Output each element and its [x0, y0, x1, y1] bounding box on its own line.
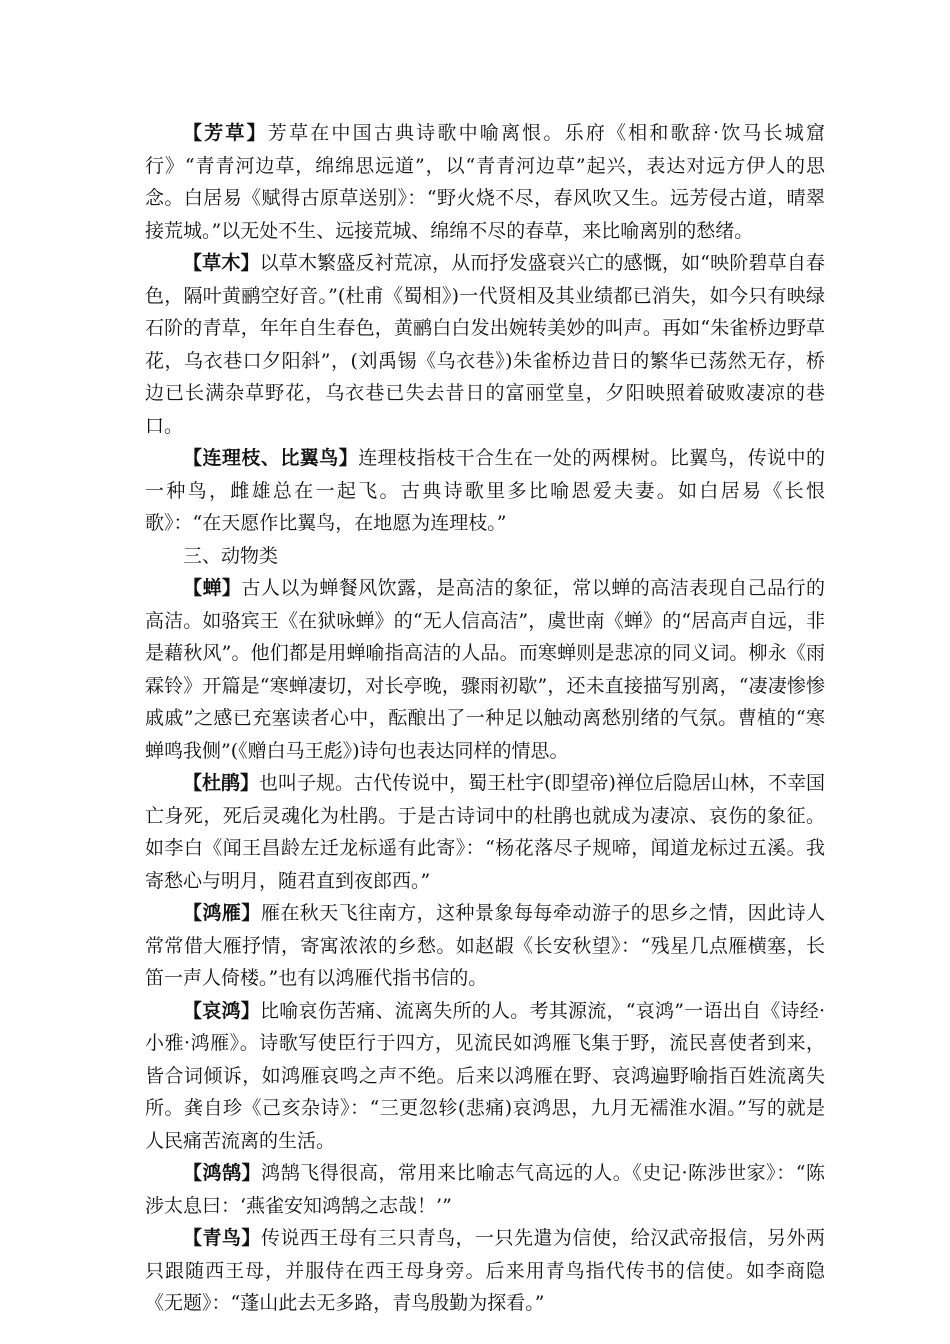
term-label: 【哀鸿】 [183, 999, 261, 1022]
term-label: 【连理枝、比翼鸟】 [183, 447, 359, 469]
term-label: 【芳草】 [183, 122, 268, 144]
term-label: 【青鸟】 [183, 1227, 261, 1249]
paragraph-text: 连理枝指枝干合生在一处的两棵树。比翼鸟，传说中的一种鸟，雌雄总在一起飞。古典诗歌里多比喻恩爱夫妻。如白居易《长恨歌》：“在天愿作比翼鸟，在地愿为连理枝。” [145, 447, 825, 534]
paragraph-fangcao [145, 117, 825, 247]
term-label: 【鸿雁】 [183, 902, 261, 924]
section-heading: 三、动物类 [183, 544, 279, 567]
paragraph-dujuan [145, 767, 825, 897]
paragraph-hongyan [145, 897, 825, 995]
paragraph-text: 芳草在中国古典诗歌中喻离恨。乐府《相和歌辞·饮马长城窟行》“青青河边草，绵绵思远道”，以“青青河边草”起兴，表达对远方伊人的思念。白居易《赋得古原草送别》：“野火烧不尽，春风吹又生。远芳侵古道，晴翠接荒城。”以无处不生、远接荒城、绵绵不尽的春草，来比喻离别的愁绪。 [145, 122, 825, 242]
paragraph-text: 传说西王母有三只青鸟，一只先遣为信使，给汉武帝报信，另外两只跟随西王母，并服侍在西王母身旁。后来用青鸟指代传书的信使。如李商隐《无题》：“蓬山此去无多路，青鸟殷勤为探看。” [145, 1227, 825, 1314]
paragraph-text: 鸿鹄飞得很高，常用来比喻志气高远的人。《史记·陈涉世家》：“陈涉太息曰：‘燕雀安知鸿鹄之志哉！’” [145, 1162, 825, 1217]
term-label: 【杜鹃】 [183, 772, 260, 794]
paragraph-text: 以草木繁盛反衬荒凉，从而抒发盛衰兴亡的感慨，如“映阶碧草自春色，隔叶黄鹂空好音。”(杜甫《蜀相》)一代贤相及其业绩都已消失，如今只有映绿石阶的青草，年年自生春色，黄鹂白白发出婉转美妙的叫声。再如“朱雀桥边野草花，乌衣巷口夕阳斜”，(刘禹锡《乌衣巷》)朱雀桥边昔日的繁华已荡然无存，桥边已长满杂草野花，乌衣巷已失去昔日的富丽堂皇，夕阳映照着破败凄凉的巷口。 [145, 252, 825, 437]
paragraph-qingniao [145, 1222, 825, 1320]
paragraph-honghu [145, 1157, 825, 1222]
term-label: 【鸿鹄】 [183, 1162, 262, 1184]
document-page [145, 117, 825, 1320]
term-label: 【蝉】 [183, 577, 242, 599]
paragraph-chan [145, 572, 825, 767]
paragraph-caomu [145, 247, 825, 442]
paragraph-lianlizhi [145, 442, 825, 540]
paragraph-text: 比喻哀伤苦痛、流离失所的人。考其源流，“哀鸿”一语出自《诗经·小雅·鸿雁》。诗歌写使臣行于四方，见流民如鸿雁飞集于野，流民喜使者到来，皆合词倾诉，如鸿雁哀鸣之声不绝。后来以鸿雁在野、哀鸿遍野喻指百姓流离失所。龚自珍《己亥杂诗》：“三更忽轸(悲痛)哀鸿思，九月无襦淮水湄。”写的就是人民痛苦流离的生活。 [145, 999, 825, 1152]
paragraph-text: 古人以为蝉餐风饮露，是高洁的象征，常以蝉的高洁表现自己品行的高洁。如骆宾王《在狱咏蝉》的“无人信高洁”，虞世南《蝉》的“居高声自远，非是藉秋风”。他们都是用蝉喻指高洁的人品。而寒蝉则是悲凉的同义词。柳永《雨霖铃》开篇是“寒蝉凄切，对长亭晚，骤雨初歇”，还未直接描写别离，“凄凄惨惨戚戚”之感已充塞读者心中，酝酿出了一种足以触动离愁别绪的气氛。曹植的“寒蝉鸣我侧”(《赠白马王彪》)诗句也表达同样的情思。 [145, 577, 825, 762]
term-label: 【草木】 [183, 252, 260, 274]
paragraph-text: 也叫子规。古代传说中，蜀王杜宇(即望帝)禅位后隐居山林，不幸国亡身死，死后灵魂化为杜鹃。于是古诗词中的杜鹃也就成为凄凉、哀伤的象征。如李白《闻王昌龄左迁龙标遥有此寄》：“杨花落尽子规啼，闻道龙标过五溪。我寄愁心与明月，随君直到夜郎西。” [145, 772, 825, 892]
paragraph-aihong [145, 995, 825, 1158]
paragraph-text: 雁在秋天飞往南方，这种景象每每牵动游子的思乡之情，因此诗人常常借大雁抒情，寄寓浓浓的乡愁。如赵嘏《长安秋望》：“残星几点雁横塞，长笛一声人倚楼。”也有以鸿雁代指书信的。 [145, 902, 825, 989]
